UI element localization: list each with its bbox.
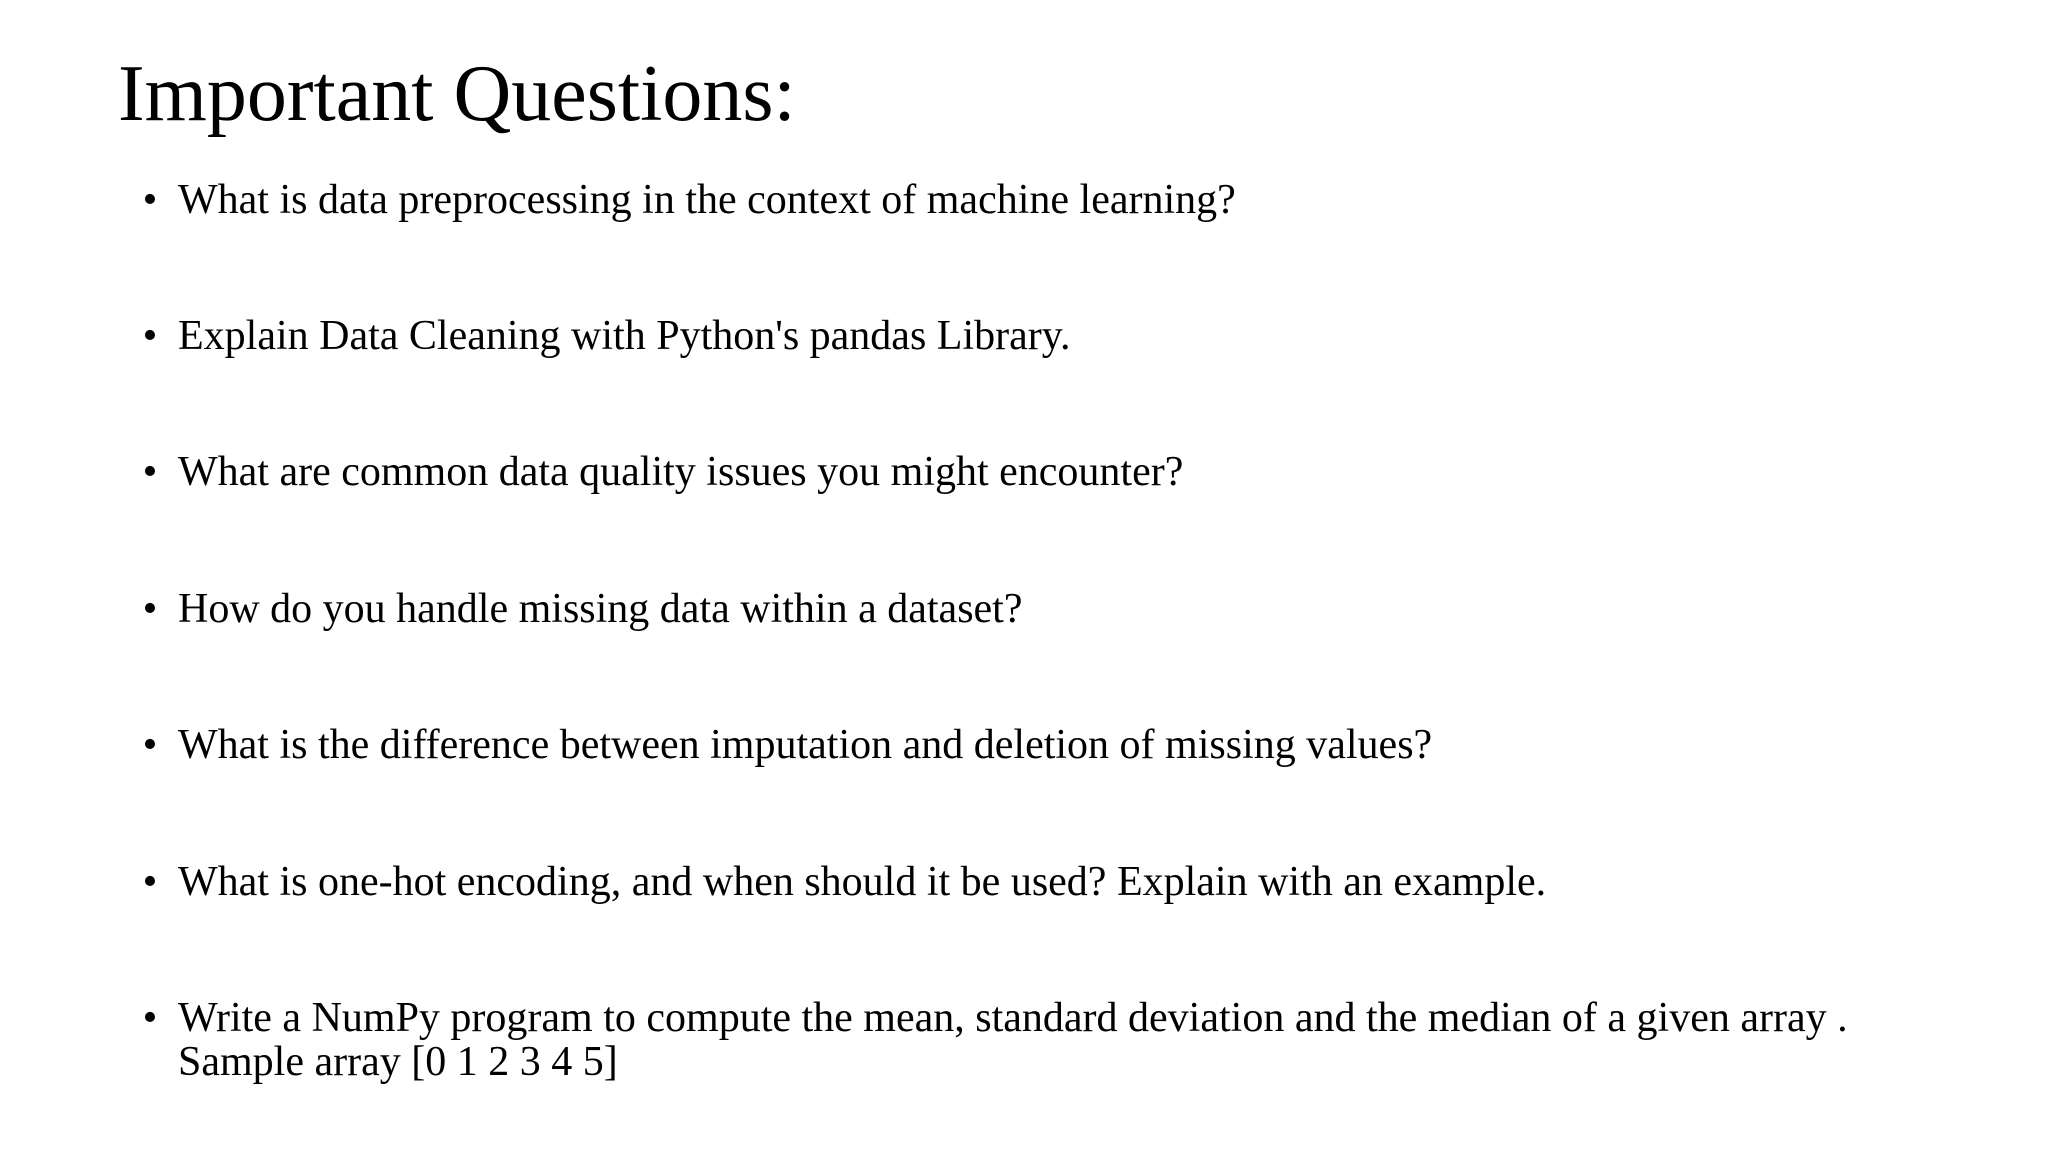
question-text: How do you handle missing data within a dataset? [178,586,1023,632]
bullet-icon: • [142,859,158,905]
slide-title: Important Questions: [118,50,796,138]
question-text [178,996,1938,1084]
question-text: What are common data quality issues you might encounter? [178,449,1184,495]
bullet-icon: • [142,722,158,768]
question-text: Explain Data Cleaning with Python's pandas Library. [178,313,1071,359]
bullet-icon: • [142,586,158,632]
question-text: What is data preprocessing in the context of machine learning? [178,177,1236,223]
question-text-line: Sample array [0 1 2 3 4 5] [178,1039,618,1085]
question-text: What is one-hot encoding, and when should it be used? Explain with an example. [178,859,1547,905]
question-text: What is the difference between imputation and deletion of missing values? [178,722,1433,768]
bullet-icon: • [142,449,158,495]
question-text-line: Write a NumPy program to compute the mean, standard deviation and the median of a given array . [178,995,1848,1041]
bullet-icon: • [142,177,158,223]
bullet-icon: • [142,995,158,1041]
bullet-icon: • [142,313,158,359]
